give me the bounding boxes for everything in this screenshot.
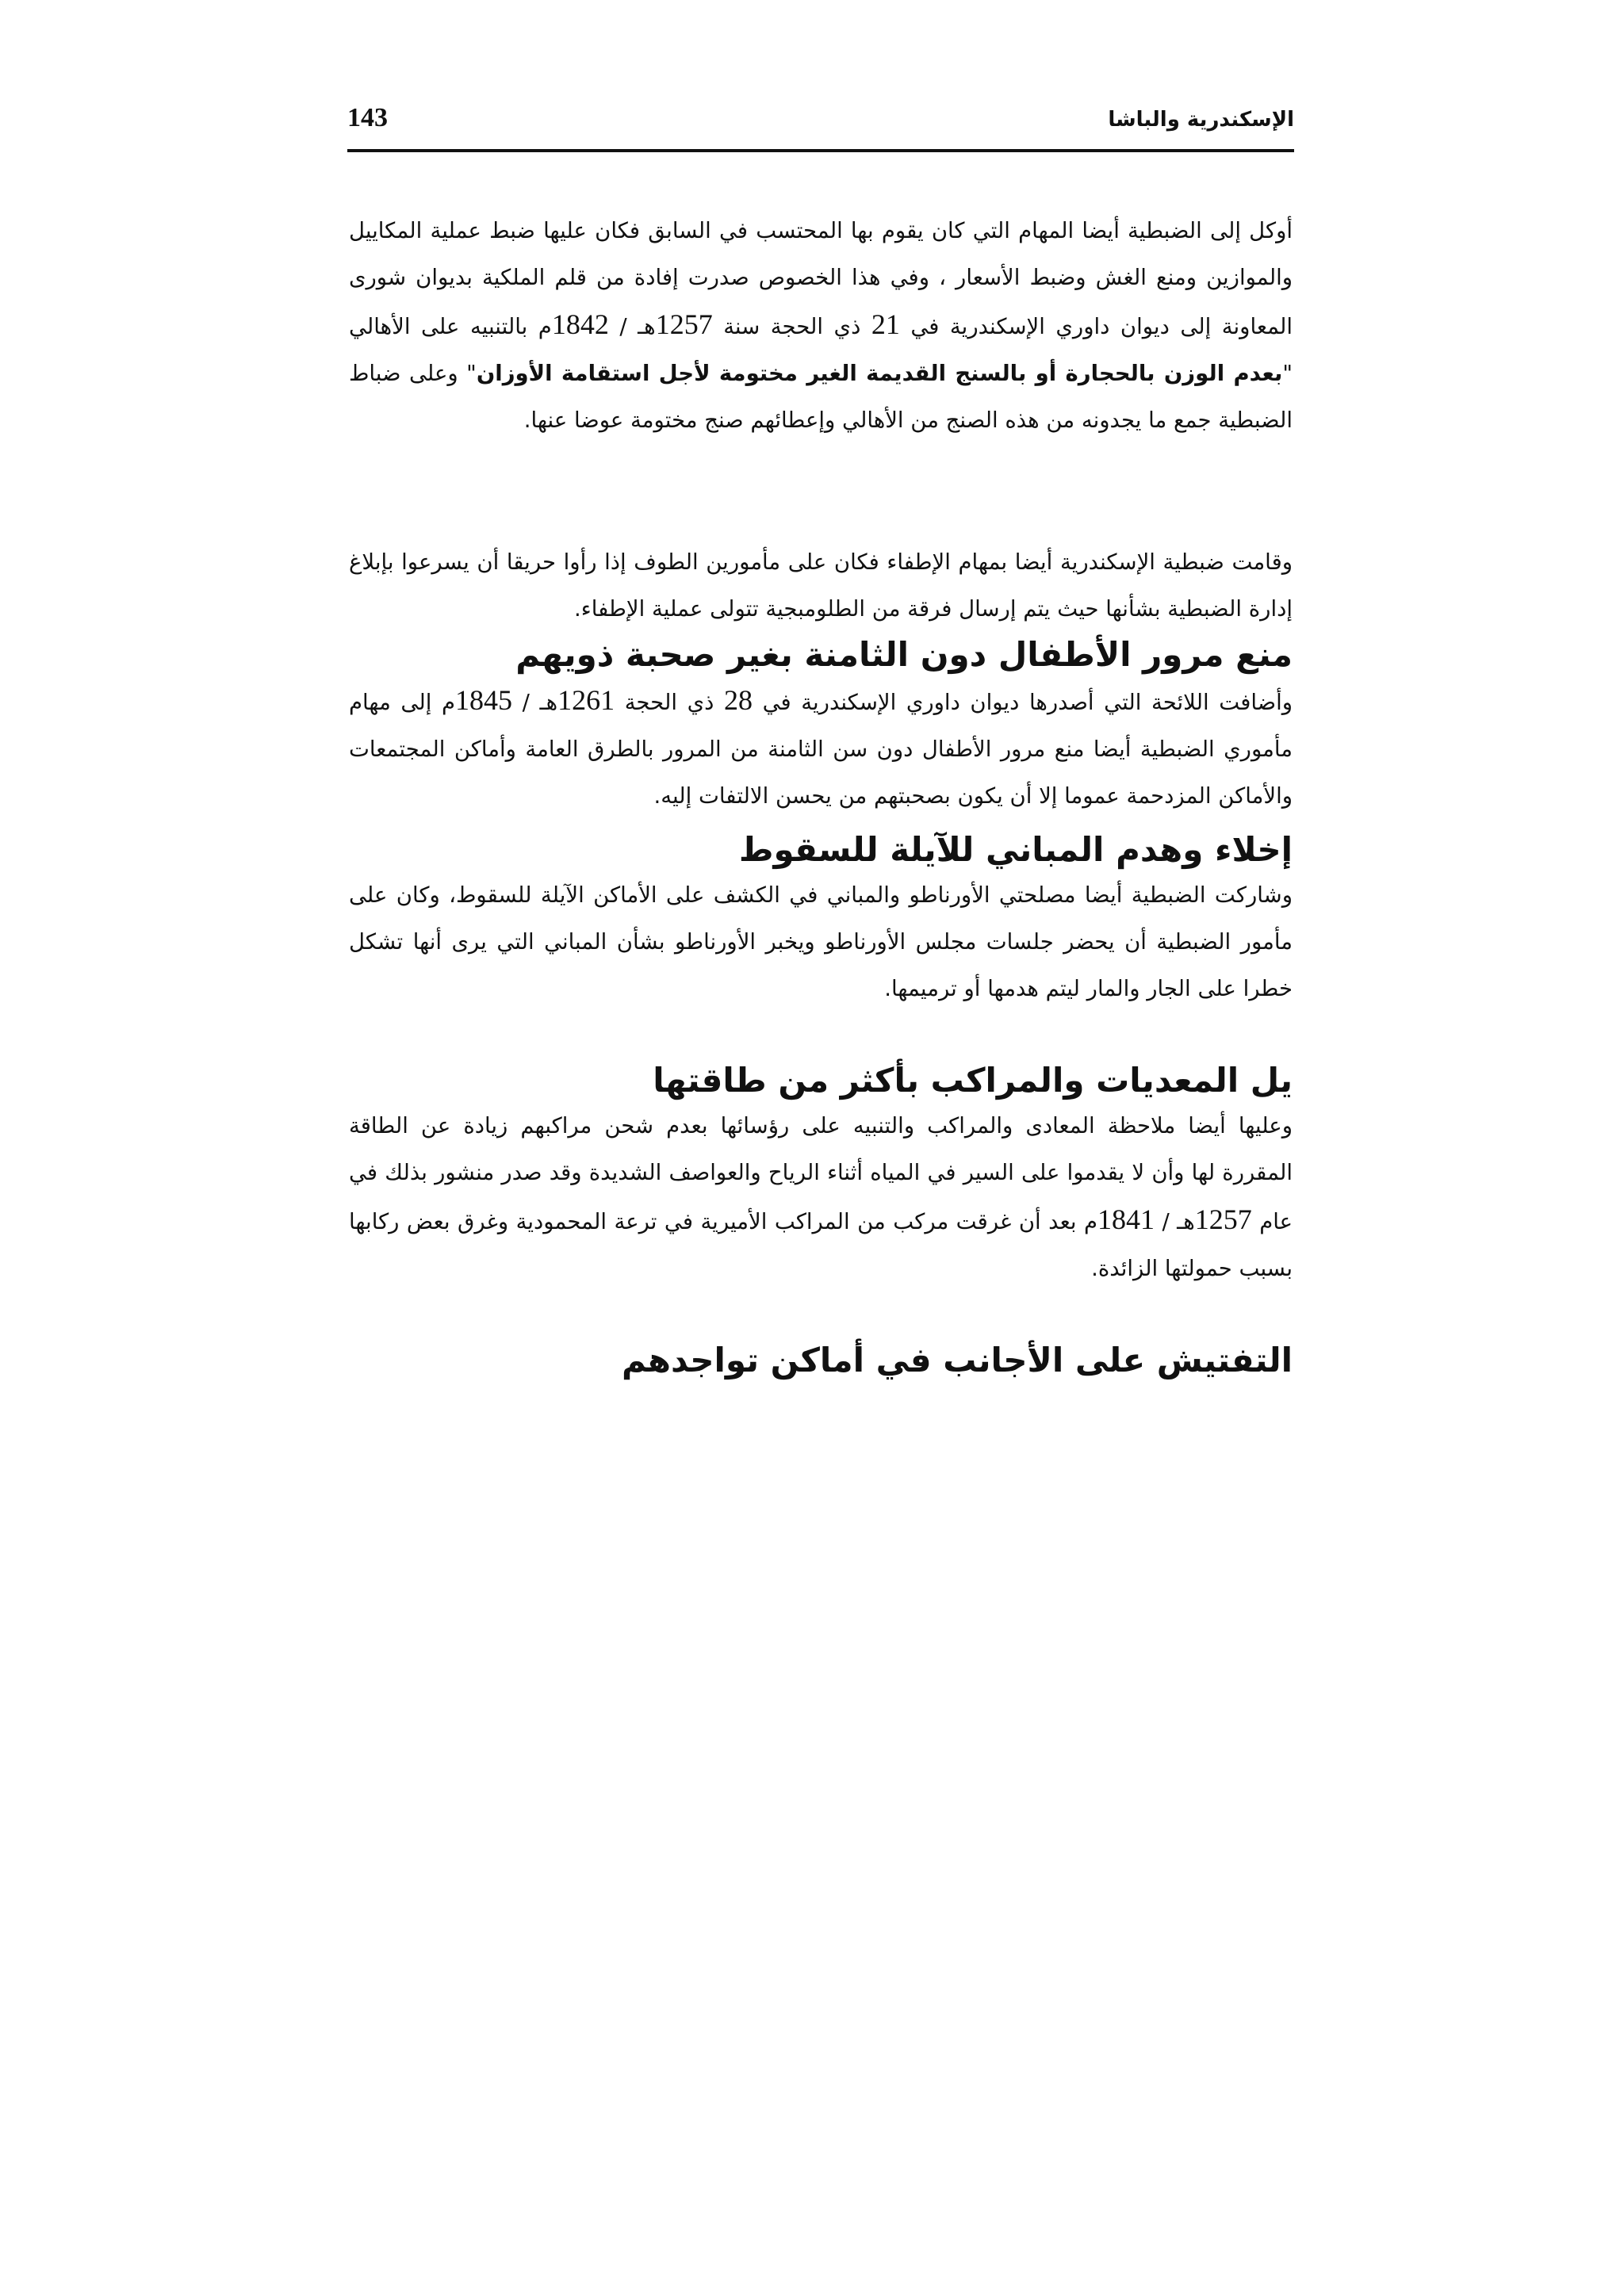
paragraph-measures-and-weights: أوكل إلى الضبطية أيضا المهام التي كان يقوم بها المحتسب في السابق فكان عليها ضبط عملية المكاييل والموازين ومنع الغش وضبط الأسعار ، وفي هذا الخصوص صدرت إفادة من قلم الملكية بديوان شورى المعاونة إلى ديوان داوري الإسكندرية في 21 ذي الحجة سنة 1257هـ / 1842م بالتنبيه على الأهالي "بعدم الوزن بالحجارة أو بالسنج القديمة الغير مختومة لأجل استقامة الأوزان" وعلى ضباط الضبطية جمع ما يجدونه من هذه الصنج من الأهالي وإعطائهم صنج مختومة عوضا عنها. [349,218,1293,433]
section-heading-children: منع مرور الأطفال دون الثامنة بغير صحبة ذويهم [515,635,1293,674]
paragraph-boats: وعليها أيضا ملاحظة المعادى والمراكب والتنبيه على رؤسائها بعدم شحن مراكبهم زيادة عن الطاقة المقررة لها وأن لا يقدموا على السير في المياه أثناء الرياح والعواصف الشديدة وقد صدر منشور بذلك في عام 1257هـ / 1841م بعد أن غرقت مركب من المراكب الأميرية في ترعة المحمودية وغرق بعض ركابها بسبب حمولتها الزائدة. [349,1113,1293,1281]
page-body [349,208,1293,1383]
running-title: الإسكندرية والباشا [1108,108,1294,132]
running-header [347,101,1294,152]
section-heading-boats: يل المعديات والمراكب بأكثر من طاقتها [653,1061,1293,1100]
quoted-decree: بعدم الوزن بالحجارة أو بالسنج القديمة الغير مختومة لأجل استقامة الأوزان [476,361,1283,386]
paragraph-firefighting: وقامت ضبطية الإسكندرية أيضا بمهام الإطفاء فكان على مأمورين الطوف إذا رأوا حريقا أن يسرعوا بإبلاغ إدارة الضبطية بشأنها حيث يتم إرسال فرقة من الطلومبجية تتولى عملية الإطفاء. [349,549,1293,622]
page-number: 143 [347,103,388,132]
section-heading-buildings: إخلاء وهدم المباني للآيلة للسقوط [738,830,1293,869]
paragraph-children: وأضافت اللائحة التي أصدرها ديوان داوري الإسكندرية في 28 ذي الحجة 1261هـ / 1845م إلى مهام مأموري الضبطية أيضا منع مرور الأطفال دون سن الثامنة من المرور بالطرق العامة وأماكن المجتمعات والأماكن المزدحمة عموما إلا أن يكون بصحبتهم من يحسن الالتفات إليه. [349,684,1293,809]
paragraph-buildings: وشاركت الضبطية أيضا مصلحتي الأورناطو والمباني في الكشف على الأماكن الآيلة للسقوط، وكان على مأمور الضبطية أن يحضر جلسات مجلس الأورناطو ويخبر الأورناطو بشأن المباني التي يرى أنها تشكل خطرا على الجار والمار ليتم هدمها أو ترميمها. [349,882,1293,1001]
section-heading-foreigners: التفتيش على الأجانب في أماكن تواجدهم [621,1341,1293,1380]
